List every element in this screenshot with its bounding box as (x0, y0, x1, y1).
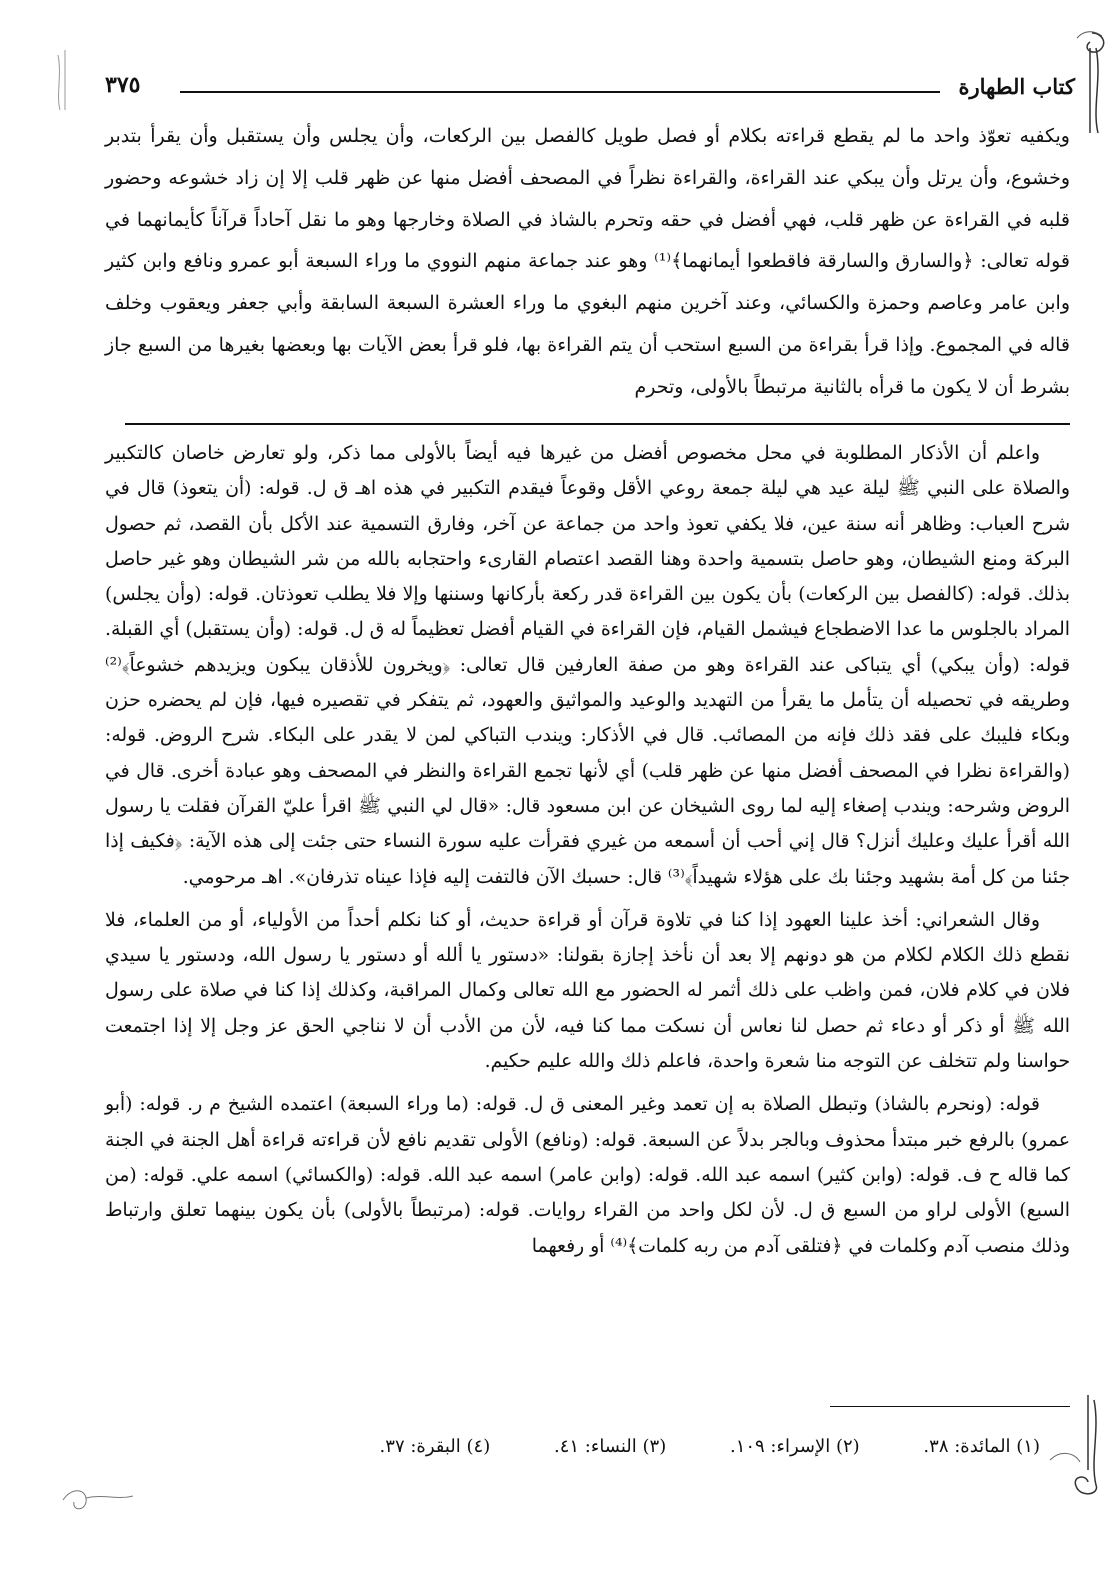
page-header (105, 70, 1075, 106)
page-number: ٣٧٥ (105, 72, 141, 98)
footnote-2: (٢) الإسراء: ١٠٩. (729, 1436, 860, 1457)
commentary (105, 436, 1070, 1264)
footnote-1: (١) المائدة: ٣٨. (923, 1436, 1040, 1457)
section-divider (125, 423, 1070, 425)
footnotes (300, 1436, 1040, 1468)
commentary-paragraph-3: قوله: (ونحرم بالشاذ) وتبطل الصلاة به إن تعمد وغير المعنى ق ل. قوله: (ما وراء السبعة) اعتمده الشيخ م ر. قوله: (أبو عمرو) بالرفع خبر مبتدأ محذوف وبالجر بدلاً عن السبعة. قوله: (ونافع) الأولى تقديم نافع لأن قراءته قراءة أهل الجنة في الجنة كما قاله ح ف. قوله: (وابن كثير) اسمه عبد الله. قوله: (وابن عامر) اسمه عبد الله. قوله: (والكسائي) اسمه علي. قوله: (من السبع) الأولى لراو من السبع ق ل. لأن لكل واحد من القراء روايات. قوله: (مرتبطاً بالأولى) بأن يكون بينهما تعلق وارتباط وذلك منصب آدم وكلمات في ﴿فتلقى آدم من ربه كلمات﴾⁽⁴⁾ أو رفعهما (105, 1094, 1070, 1257)
footnote-3: (٣) النساء: ٤١. (553, 1436, 667, 1457)
ornament-top-right-icon (1072, 28, 1110, 138)
ornament-bottom-left-icon (58, 1480, 138, 1520)
ornament-top-left-icon (50, 45, 80, 115)
footnote-divider (830, 1406, 1070, 1407)
commentary-paragraph-1: واعلم أن الأذكار المطلوبة في محل مخصوص أفضل من غيرها فيه أيضاً بالأولى مما ذكر، ولو تعارض خاصان كالتكبير والصلاة على النبي ﷺ ليلة عيد هي ليلة جمعة روعي الأقل وقوعاً فيقدم التكبير في هذه اهـ ق ل. قوله: (أن يتعوذ) قال في شرح العباب: وظاهر أنه سنة عين، فلا يكفي تعوذ واحد من جماعة عن آخر، وفارق التسمية عند الأكل بأن القصد، ثم حصول البركة ومنع الشيطان، وهو حاصل بتسمية واحدة وهنا القصد اعتصام القارىء واحتجابه بالله من شر الشيطان وهو غير حاصل بذلك. قوله: (كالفصل بين الركعات) بأن يكون بين القراءة قدر ركعة بأركانها وسننها وإلا فلا يطلب تعوذتان. قوله: (وأن يجلس) المراد بالجلوس ما عدا الاضطجاع فيشمل القيام، فإن القراءة في القيام أفضل تعظيماً له ق ل. قوله: (وأن يستقبل) أي القبلة. قوله: (وأن يبكي) أي يتباكى عند القراءة وهو من صفة العارفين قال تعالى: ﴿ويخرون للأذقان يبكون ويزيدهم خشوعاً﴾⁽²⁾ وطريقه في تحصيله أن يتأمل ما يقرأ من التهديد والوعيد والمواثيق والعهود، ثم يتفكر في تقصيره فيها، فإن لم يحضره حزن وبكاء فليبك على فقد ذلك فإنه من المصائب. قال في الأذكار: ويندب التباكي لمن لا يقدر على البكاء. شرح الروض. قوله: (والقراءة نظرا في المصحف أفضل منها عن ظهر قلب) أي لأنها تجمع القراءة والنظر في المصحف وهو عبادة أخرى. قال في الروض وشرحه: ويندب إصغاء إليه لما روى الشيخان عن ابن مسعود قال: «قال لي النبي ﷺ اقرأ عليّ القرآن فقلت يا رسول الله أقرأ عليك وعليك أنزل؟ قال إني أحب أن أسمعه من غيري فقرأت عليه سورة النساء حتى جئت إلى هذه الآية: ﴿فكيف إذا جئنا من كل أمة بشهيد وجئنا بك على هؤلاء شهيداً﴾⁽³⁾ قال: حسبك الآن فالتفت إليه فإذا عيناه تذرفان». اهـ مرحومي. (105, 443, 1070, 888)
commentary-paragraph-2: وقال الشعراني: أخذ علينا العهود إذا كنا في تلاوة قرآن أو قراءة حديث، أو كنا نكلم أحداً من الأولياء، أو من العلماء، فلا نقطع ذلك الكلام لكلام من هو دونهم إلا بعد أن نأخذ إجازة بقولنا: «دستور يا ألله أو دستور يا رسول الله، ودستور يا سيدي فلان في كلام فلان، فمن واظب على ذلك أثمر له الحضور مع الله تعالى وكمال المراقبة، وكذلك إذا كنا في صلاة على رسول الله ﷺ أو ذكر أو دعاء ثم حصل لنا نعاس أن نسكت مما كنا فيه، لأن من الأدب أن لا نناجي الحق عز وجل إلا إذا اجتمعت حواسنا ولم تتخلف عن التوجه منا شعرة واحدة، فاعلم ذلك والله عليم حكيم. (105, 909, 1070, 1073)
footnote-4: (٤) البقرة: ٣٧. (379, 1436, 491, 1457)
main-paragraph: ويكفيه تعوّذ واحد ما لم يقطع قراءته بكلام أو فصل طويل كالفصل بين الركعات، وأن يجلس وأن يستقبل وأن يقرأ بتدبر وخشوع، وأن يرتل وأن يبكي عند القراءة، والقراءة نظراً في المصحف أفضل منها عن ظهر قلب إلا إن زاد خشوعه وحضور قلبه في القراءة عن ظهر قلب، فهي أفضل في حقه وتحرم بالشاذ في الصلاة وخارجها وهو ما نقل آحاداً قرآناً كأيمانهما في قوله تعالى: ﴿والسارق والسارقة فاقطعوا أيمانهما﴾⁽¹⁾ وهو عند جماعة منهم النووي ما وراء السبعة أبو عمرو ونافع وابن كثير وابن عامر وعاصم وحمزة والكسائي، وعند آخرين منهم البغوي ما وراء العشرة السبعة السابقة وأبي جعفر ويعقوب وخلف قاله في المجموع. وإذا قرأ بقراءة من السبع استحب أن يتم القراءة بها، فلو قرأ بعض الآيات بها وبعضها بغيرها من السبع جاز بشرط أن لا يكون ما قرأه بالثانية مرتبطاً بالأولى، وتحرم (105, 125, 1070, 398)
header-rule (180, 91, 940, 93)
ornament-bottom-right-icon (1040, 1390, 1110, 1500)
chapter-title: كتاب الطهارة (958, 74, 1075, 99)
main-text (105, 116, 1070, 409)
